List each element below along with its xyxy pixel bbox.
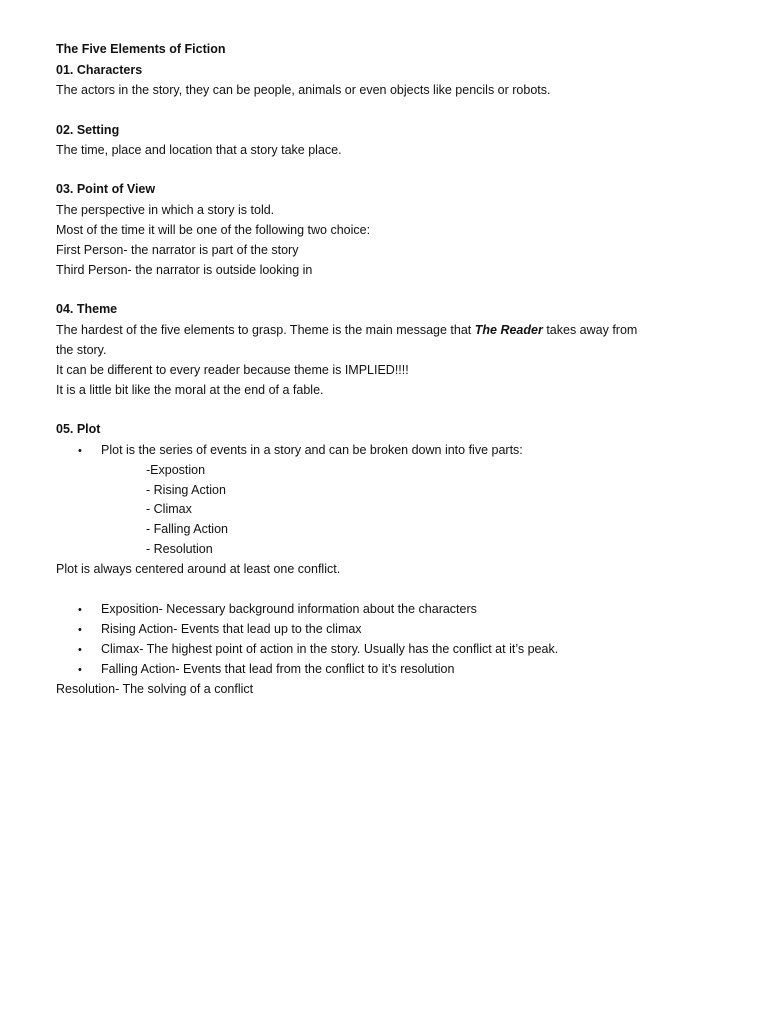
bullet-icon: • (78, 624, 82, 636)
plot-conflict-note: Plot is always centered around at least one conflict. (56, 562, 341, 576)
point-of-view-heading: 03. Point of View (56, 182, 156, 196)
setting-text: The time, place and location that a story take place. (56, 143, 342, 157)
theme-line-4: It is a little bit like the moral at the end of a fable. (56, 383, 324, 397)
characters-text: The actors in the story, they can be people, animals or even objects like pencils or robots. (56, 83, 551, 97)
bullet-text: Climax- The highest point of action in the story. Usually has the conflict at it’s peak. (101, 642, 559, 656)
plot-definition-bullet (78, 661, 454, 678)
plot-part: - Climax (146, 502, 192, 516)
document-title: The Five Elements of Fiction (56, 42, 226, 56)
point-of-view-line: Third Person- the narrator is outside looking in (56, 263, 313, 277)
theme-text: takes away from (542, 323, 638, 337)
plot-definition-bullet (78, 641, 558, 658)
theme-line-1 (56, 322, 637, 338)
plot-heading: 05. Plot (56, 422, 101, 436)
plot-intro-bullet (78, 442, 523, 459)
theme-line-3: It can be different to every reader because theme is IMPLIED!!!! (56, 363, 409, 377)
plot-part: - Rising Action (146, 483, 226, 497)
setting-heading: 02. Setting (56, 123, 120, 137)
theme-text: The hardest of the five elements to grasp. Theme is the main message that (56, 323, 475, 337)
point-of-view-line: The perspective in which a story is told. (56, 203, 275, 217)
point-of-view-line: First Person- the narrator is part of the story (56, 243, 299, 257)
bullet-icon: • (78, 445, 82, 457)
plot-definition-bullet (78, 621, 362, 638)
theme-line-2: the story. (56, 343, 107, 357)
bullet-icon: • (78, 604, 82, 616)
characters-heading: 01. Characters (56, 63, 143, 77)
point-of-view-line: Most of the time it will be one of the following two choice: (56, 223, 371, 237)
bullet-text: Exposition- Necessary background information about the characters (101, 602, 477, 616)
plot-part: -Expostion (146, 463, 206, 477)
bullet-text: Falling Action- Events that lead from the conflict to it’s resolution (101, 662, 455, 676)
bullet-icon: • (78, 644, 82, 656)
the-reader-emphasis: The Reader (474, 323, 543, 337)
plot-part: - Resolution (146, 542, 213, 556)
theme-heading: 04. Theme (56, 302, 118, 316)
plot-definition-bullet (78, 601, 477, 618)
bullet-icon: • (78, 664, 82, 676)
resolution-line: Resolution- The solving of a conflict (56, 682, 254, 696)
bullet-text: Rising Action- Events that lead up to the climax (101, 622, 362, 636)
bullet-text: Plot is the series of events in a story and can be broken down into five parts: (101, 443, 523, 457)
plot-part: - Falling Action (146, 522, 228, 536)
